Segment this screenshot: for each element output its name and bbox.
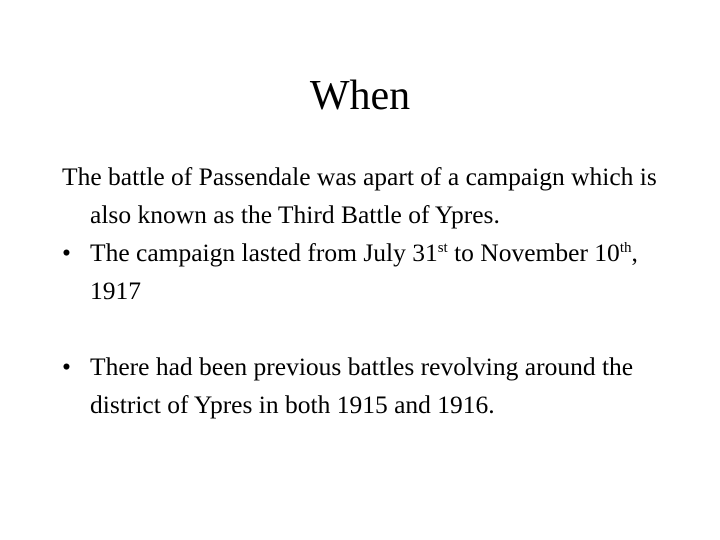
spacer [62, 310, 682, 348]
bullet-item-campaign-dates [62, 234, 682, 310]
bullet-text: The campaign lasted from July 31st to November 10th, 1917 [90, 238, 638, 305]
bullet-item-previous-battles [62, 348, 682, 424]
intro-paragraph: The battle of Passendale was apart of a campaign which is also known as the Third Battle of Ypres. [62, 162, 657, 229]
ordinal-suffix: th [619, 240, 632, 256]
slide-title: When [309, 73, 411, 119]
bullet-icon: • [62, 352, 71, 381]
bullet-text: There had been previous battles revolving around the district of Ypres in both 1915 and 1916. [90, 352, 634, 419]
ordinal-suffix: st [437, 240, 448, 256]
slide-body [62, 158, 682, 424]
bullet-icon: • [62, 238, 71, 267]
